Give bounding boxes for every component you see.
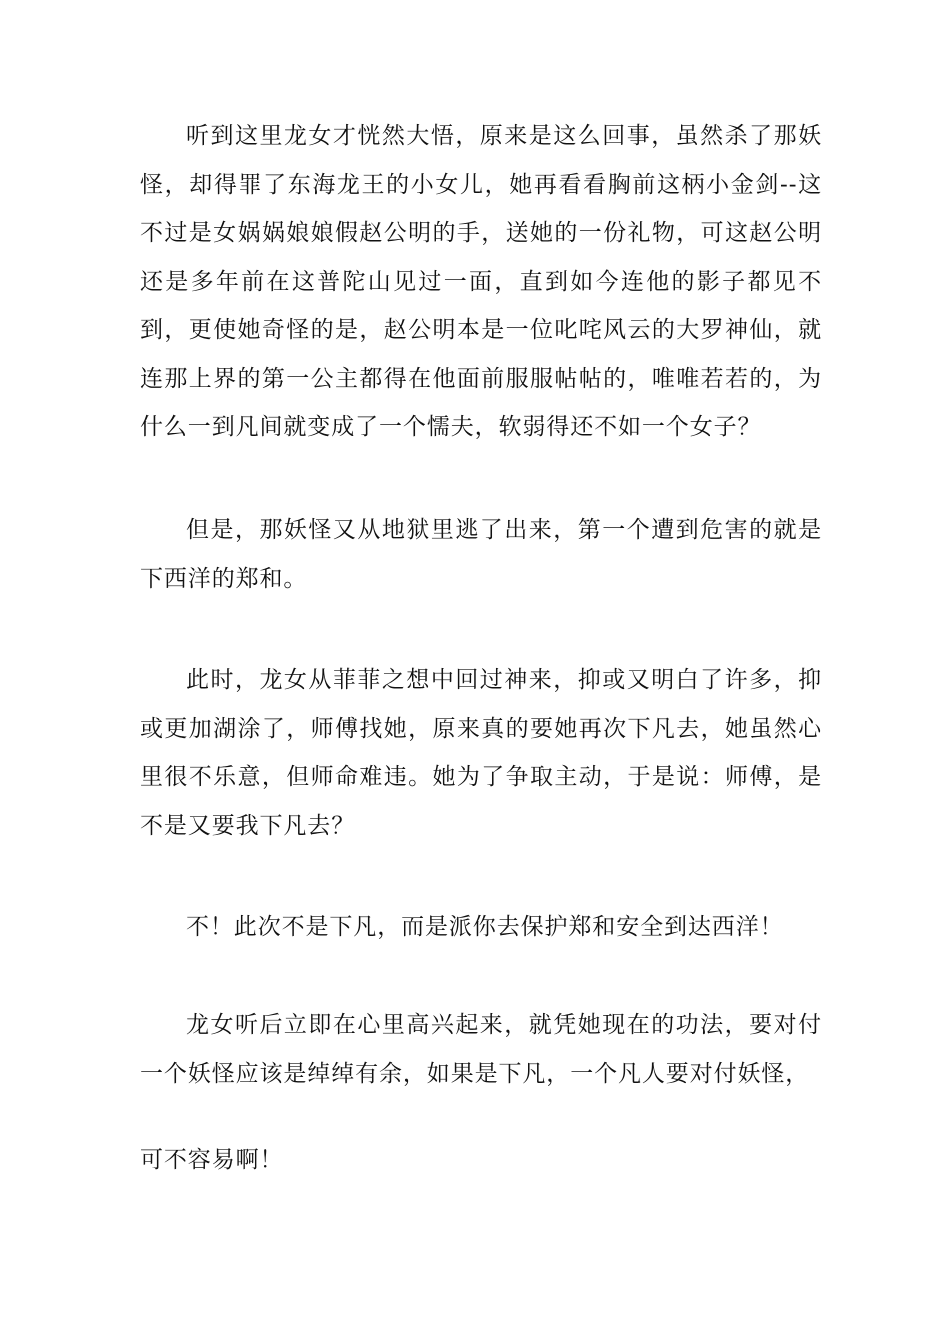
paragraph-longnv-happy: 龙女听后立即在心里高兴起来，就凭她现在的功法，要对付一个妖怪应该是绰绰有余，如果是下凡，一个凡人要对付妖怪， (140, 1012, 822, 1087)
paragraph-master-summons: 此时，龙女从菲菲之想中回过神来，抑或又明白了许多，抑或更加湖涂了，师傅找她，原来真的要她再次下凡去，她虽然心里很不乐意，但师命难违。她为了争取主动，于是说：师傅，是不是又要我下凡去？ (140, 667, 822, 839)
paragraph-longnv-realization: 听到这里龙女才恍然大悟，原来是这么回事，虽然杀了那妖怪，却得罪了东海龙王的小女儿，她再看看胸前这柄小金剑--这不过是女娲娲娘娘假赵公明的手，送她的一份礼物，可这赵公明还是多年前在这普陀山见过一面，直到如今连他的影子都见不到，更使她奇怪的是，赵公明本是一位叱咤风云的大罗神仙，就连那上界的第一公主都得在他面前服服帖帖的，唯唯若若的，为什么一到凡间就变成了一个懦夫，软弱得还不如一个女子？ (140, 123, 822, 440)
paragraph-closing-line: 可不容易啊！ (140, 1147, 284, 1173)
paragraph-master-reply: 不！此次不是下凡，而是派你去保护郑和安全到达西洋！ (186, 914, 784, 940)
paragraph-demon-escape: 但是，那妖怪又从地狱里逃了出来，第一个遭到危害的就是下西洋的郑和。 (140, 517, 822, 592)
